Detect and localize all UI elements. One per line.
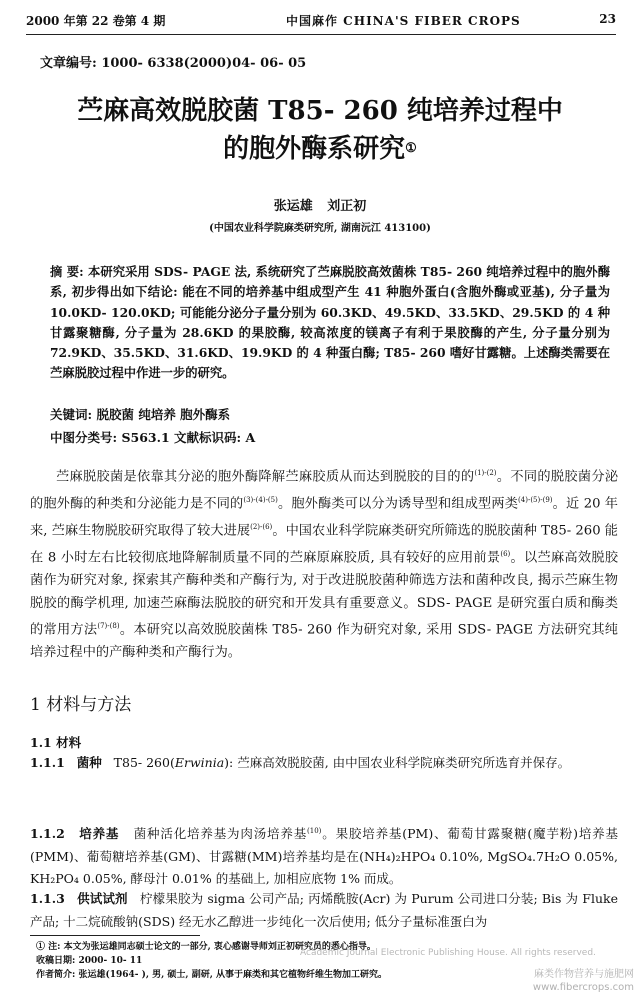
footnote-1: ① 注: 本文为张运雄同志硕士论文的一部分, 衷心感谢导师刘正初研究员的悉心指导。 — [36, 942, 376, 952]
section-heading-1: 1 材料与方法 — [30, 695, 132, 715]
citation: (6) — [500, 549, 511, 558]
header-rule — [26, 34, 616, 35]
citation: (10) — [307, 827, 322, 835]
citation: (4)-(5)-(9) — [518, 495, 553, 504]
article-number: 文章编号: 1000- 6338(2000)04- 06- 05 — [40, 56, 307, 71]
site-watermark: 麻类作物营养与施肥网 www.fibercrops.com — [532, 969, 634, 993]
footnote-rule — [30, 935, 200, 936]
authors: 张运雄 刘正初 — [273, 199, 367, 214]
title-line-1: 苎麻高效脱胶菌 T85- 260 纯培养过程中 — [77, 96, 563, 126]
classification: 中图分类号: S563.1 文献标识码: A — [50, 430, 256, 445]
citation: (1)-(2) — [474, 469, 497, 477]
footnote-author-bio: 作者简介: 张运雄(1964- ), 男, 硕士, 副研, 从事于麻类和其它植物纤维生物加工研究。 — [36, 970, 387, 980]
paper-title — [20, 92, 620, 168]
header-journal: 中国麻作 CHINA'S FIBER CROPS — [286, 14, 521, 28]
affiliation: (中国农业科学院麻类研究所, 湖南沅江 413100) — [209, 223, 431, 234]
citation: (2)-(6) — [250, 522, 273, 531]
running-header — [26, 12, 616, 30]
keywords: 关键词: 脱胶菌 纯培养 胞外酶系 — [50, 407, 231, 422]
subsection-heading-1-1: 1.1 材料 — [30, 735, 82, 750]
publisher-watermark: Academic Journal Electronic Publishing House. All rights reserved. — [300, 948, 596, 958]
species-name: Erwinia — [174, 755, 225, 770]
footnote-mark: ① — [405, 141, 417, 156]
citation: (7)-(8) — [97, 622, 120, 631]
title-line-2: 的胞外酶系研究① — [223, 134, 417, 164]
header-page-number: 23 — [599, 12, 616, 26]
footnote-received-date: 收稿日期: 2000- 10- 11 — [36, 956, 143, 966]
abstract: 摘 要: 本研究采用 SDS- PAGE 法, 系统研究了苎麻脱胶高效菌株 T85- 260 纯培养过程中的胞外酶系, 初步得出如下结论: 能在不同的培养基中组成型产生 41 种胞外蛋白(含胞外酶或亚基), 分子量为 10.0KD- 120.0KD; 可能能分泌分子量分别为 60.3KD、49.5KD、33.5KD、29.5KD 的 4 种甘露聚糖酶, 分子量为 28.6KD 的果胶酶, 较高浓度的镁离子有利于果胶酶的产生, 分子量分别为 72.9KD、35.5KD、31.6KD、19.9KD 的 4 种蛋白酶; T85- 260 嗜好甘露糖。上述酶类需要在苎麻脱胶过程中作进一步的研究。 — [50, 264, 610, 381]
introduction-paragraph: 苎麻脱胶菌是依靠其分泌的胞外酶降解苎麻胶质从而达到脱胶的目的的$^{(1)-(2)}$。不同的脱胶菌分泌的胞外酶的种类和分泌能力是不同的$^{(3)-(4)-(5)}$。胞外酶类可以分为诱导型和组成型两类$^{(4)-(5)-(9)}$。近 20 年来, 苎麻生物脱胶研究取得了较大进展$^{(2)-(6)}$。中国农业科学院麻类研究所筛选的脱胶菌种 T85- 260 能在 8 小时左右比较彻底地降解制质量不同的苎麻原麻胶质, 具有较好的应用前景$^{(6)}$。以苎麻高效脱胶菌作为研究对象, 探索其产酶种类和产酶行为, 对于改进脱胶菌种筛选方法和菌种改良, 揭示苎麻生物脱胶的酶学机理, 加速苎麻酶法脱胶的研究和开发具有重要意义。SDS- PAGE 是研究蛋白质和酶类的常用方法$^{(7)-(8)}$。本研究以高效脱胶菌株 T85- 260 作为研究对象, 采用 SDS- PAGE 方法研究其纯培养过程中的产酶种类和产酶行为。 — [30, 469, 619, 661]
citation: (3)-(4)-(5) — [243, 495, 278, 504]
header-issue: 2000 年第 22 卷第 4 期 — [26, 14, 166, 28]
item-1-1-3: 1.1.3 供试试剂 柠檬果胶为 sigma 公司产品; 丙烯酰胺(Acr) 为 Purum 公司进口分装; Bis 为 Fluke 产品; 十二烷硫酸钠(SDS) 经无水乙醇进一步纯化一次后使用; 低分子量标准蛋白为 — [30, 891, 618, 929]
item-1-1-2: 1.1.2 培养基 菌种活化培养基为肉汤培养基$^{(10)}$。果胶培养基(PM)、葡萄甘露聚糖(魔芋粉)培养基(PMM)、葡萄糖培养基(GM)、甘露糖(MM)培养基均是在(NH₄)₂HPO₄ 0.10%, MgSO₄.7H₂O 0.05%, KH₂PO₄ 0.05%, 酵母汁 0.01% 的基础上, 加相应底物 1% 而成。 — [30, 826, 619, 887]
item-1-1-1: 1.1.1 菌种 T85- 260(Erwinia): 苎麻高效脱胶菌, 由中国农业科学院麻类研究所选育并保存。 — [30, 755, 571, 770]
